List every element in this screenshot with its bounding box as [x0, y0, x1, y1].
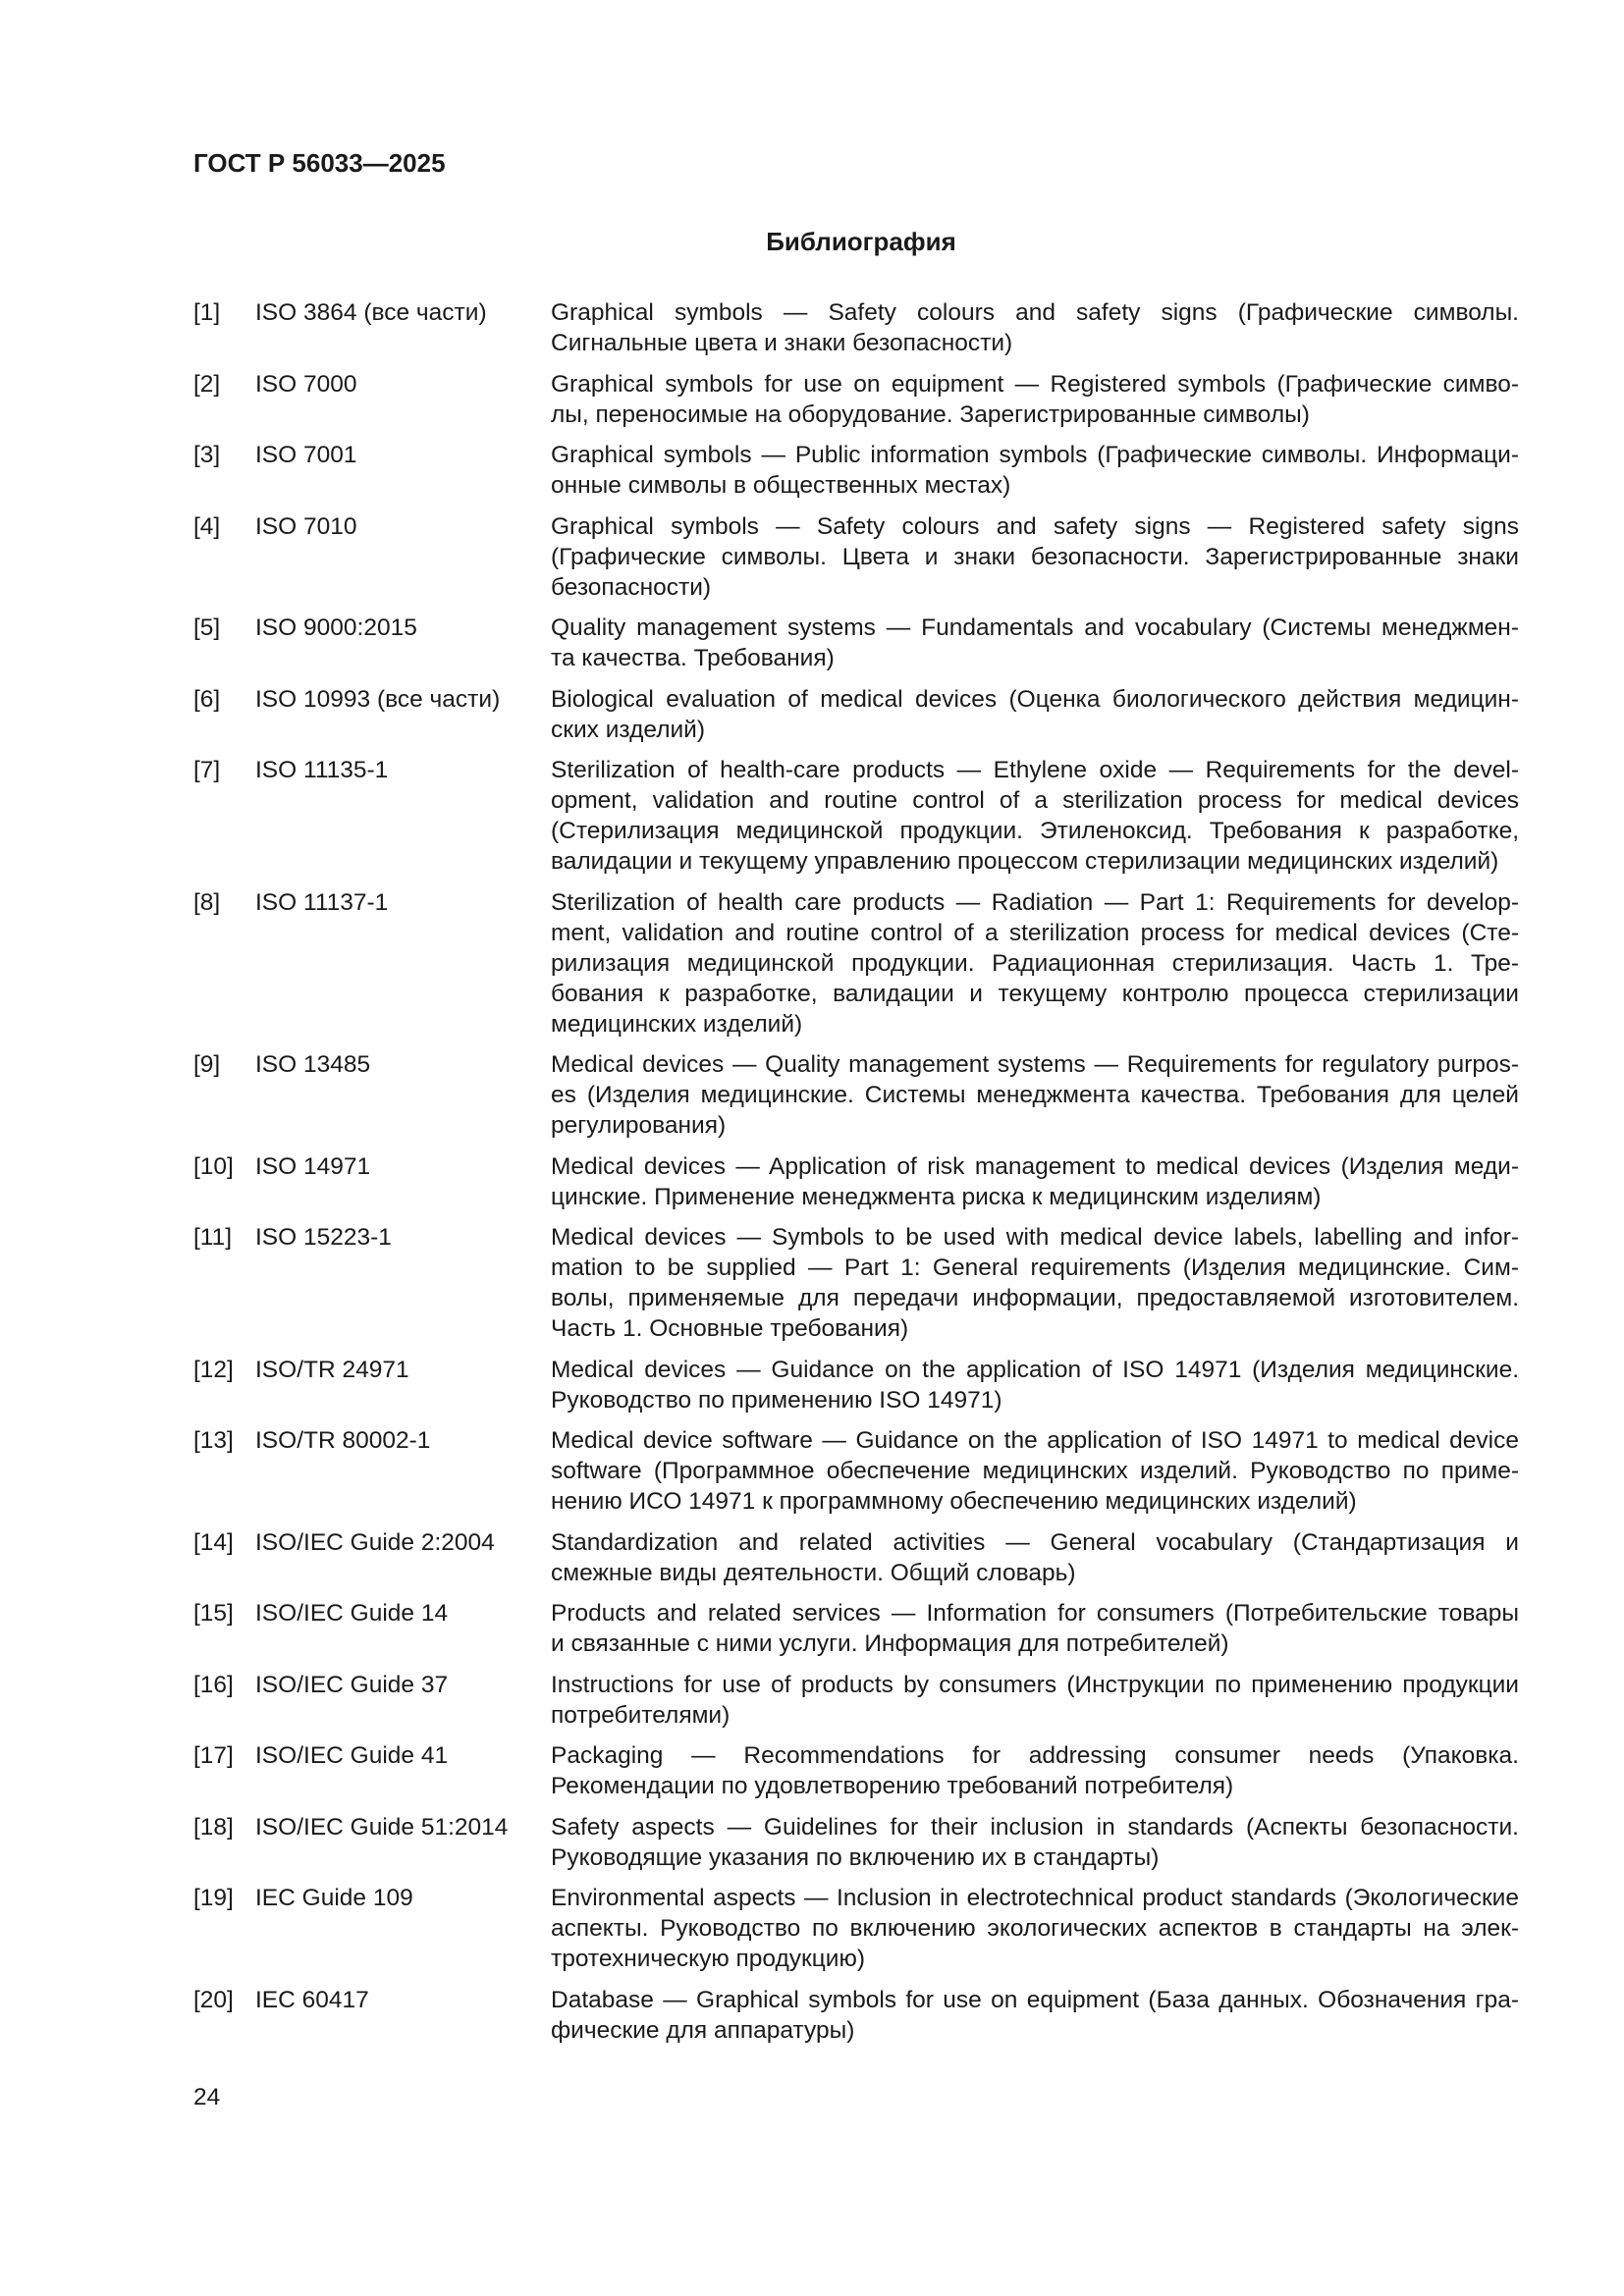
reference-line: ment, validation and routine control of a sterilization process for medical devices (Сте- — [551, 919, 1519, 946]
reference-description — [551, 1049, 1519, 1141]
reference-line: рилизация медицинской продукции. Радиационная стерилизация. Часть 1. Тре- — [551, 949, 1519, 977]
reference-description — [551, 887, 1519, 1040]
reference-number: [6] — [193, 685, 221, 713]
reference-item — [193, 1049, 1519, 1141]
reference-code: ISO 11137-1 — [255, 888, 389, 916]
reference-item — [193, 755, 1519, 877]
reference-number: [10] — [193, 1152, 234, 1180]
reference-line: потребителями) — [551, 1701, 731, 1729]
reference-item — [193, 1527, 1519, 1588]
reference-line: аспекты. Руководство по включению экологических аспектов в стандарты на элек- — [551, 1915, 1519, 1942]
reference-item — [193, 1598, 1519, 1659]
reference-line: валидации и текущему управлению процессом стерилизации медицинских изделий) — [551, 848, 1499, 875]
reference-description — [551, 755, 1519, 877]
reference-line: онные символы в общественных местах) — [551, 472, 1011, 499]
reference-item — [193, 440, 1519, 501]
reference-item — [193, 511, 1519, 603]
reference-line: Graphical symbols — Public information symbols (Графические символы. Информаци- — [551, 442, 1519, 468]
reference-line: тротехническую продукцию) — [551, 1946, 865, 1972]
reference-item — [193, 1985, 1519, 2046]
reference-line: безопасности) — [551, 573, 712, 601]
reference-number: [8] — [193, 888, 221, 916]
reference-number: [11] — [193, 1224, 233, 1251]
reference-description — [551, 1670, 1519, 1731]
reference-line: бования к разработке, валидации и текущему контролю процесса стерилизации — [551, 980, 1519, 1007]
reference-line: Graphical symbols for use on equipment — Registered symbols (Графические симво- — [551, 370, 1519, 398]
reference-line: та качества. Требования) — [551, 645, 835, 671]
bibliography-list — [193, 297, 1519, 2056]
reference-code: ISO 13485 — [255, 1051, 371, 1078]
reference-description — [551, 613, 1519, 673]
reference-line: Packaging — Recommendations for addressing consumer needs (Упаковка. — [551, 1742, 1519, 1769]
reference-item — [193, 297, 1519, 358]
reference-item — [193, 1812, 1519, 1873]
reference-number: [9] — [193, 1051, 221, 1078]
reference-line: Environmental aspects — Inclusion in electrotechnical product standards (Экологические — [551, 1885, 1519, 1911]
reference-item — [193, 369, 1519, 430]
reference-description — [551, 1812, 1519, 1873]
reference-number: [18] — [193, 1813, 234, 1841]
reference-line: mation to be supplied — Part 1: General requirements (Изделия медицинские. Сим- — [551, 1255, 1519, 1281]
reference-line: (Графические символы. Цвета и знаки безопасности. Зарегистрированные знаки — [551, 543, 1519, 570]
reference-code: ISO 10993 (все части) — [255, 685, 501, 713]
reference-description — [551, 1151, 1519, 1212]
reference-number: [3] — [193, 442, 221, 468]
reference-code: IEC 60417 — [255, 1986, 369, 2013]
reference-line: Instructions for use of products by consumers (Инструкции по применению продукции — [551, 1671, 1519, 1698]
reference-code: ISO 7010 — [255, 512, 357, 540]
reference-line: Рекомендации по удовлетворению требований потребителя) — [551, 1773, 1234, 1799]
reference-number: [19] — [193, 1885, 234, 1911]
reference-line: opment, validation and routine control of a sterilization process for medical devices — [551, 787, 1519, 814]
reference-line: Medical devices — Application of risk management to medical devices (Изделия меди- — [551, 1152, 1519, 1180]
reference-line: и связанные с ними услуги. Информация для потребителей) — [551, 1630, 1229, 1657]
reference-line: es (Изделия медицинские. Системы менеджмента качества. Требования для целей — [551, 1082, 1519, 1108]
reference-number: [14] — [193, 1528, 234, 1556]
reference-code: ISO/IEC Guide 14 — [255, 1600, 449, 1627]
reference-description — [551, 1883, 1519, 1974]
reference-description — [551, 1598, 1519, 1659]
reference-line: медицинских изделий) — [551, 1010, 803, 1038]
reference-item — [193, 684, 1519, 745]
reference-line: software (Программное обеспечение медицинских изделий. Руководство по приме- — [551, 1458, 1519, 1484]
reference-line: Graphical symbols — Safety colours and safety signs — Registered safety signs — [551, 512, 1519, 540]
reference-line: Medical device software — Guidance on the application of ISO 14971 to medical device — [551, 1427, 1519, 1454]
reference-number: [16] — [193, 1671, 234, 1698]
reference-item — [193, 1883, 1519, 1974]
reference-line: цинские. Применение менеджмента риска к медицинским изделиям) — [551, 1183, 1322, 1210]
reference-item — [193, 1151, 1519, 1212]
reference-line: Часть 1. Основные требования) — [551, 1315, 909, 1342]
reference-description — [551, 1527, 1519, 1588]
reference-code: ISO/IEC Guide 2:2004 — [255, 1528, 495, 1556]
reference-item — [193, 613, 1519, 673]
reference-code: ISO 15223-1 — [255, 1224, 392, 1251]
reference-line: нению ИСО 14971 к программному обеспечению медицинских изделий) — [551, 1488, 1357, 1515]
reference-code: IEC Guide 109 — [255, 1885, 413, 1911]
reference-item — [193, 1355, 1519, 1415]
reference-item — [193, 1425, 1519, 1517]
reference-item — [193, 1670, 1519, 1731]
reference-number: [12] — [193, 1356, 234, 1383]
reference-description — [551, 1985, 1519, 2046]
reference-code: ISO 9000:2015 — [255, 614, 417, 641]
reference-code: ISO 7000 — [255, 370, 357, 398]
reference-line: Biological evaluation of medical devices (Оценка биологического действия медицин- — [551, 685, 1519, 713]
reference-line: ских изделий) — [551, 716, 706, 743]
reference-number: [15] — [193, 1600, 234, 1627]
reference-line: Сигнальные цвета и знаки безопасности) — [551, 330, 1013, 356]
reference-number: [5] — [193, 614, 221, 641]
reference-item — [193, 1222, 1519, 1344]
reference-description — [551, 1222, 1519, 1344]
reference-line: Standardization and related activities — General vocabulary (Стандартизация и — [551, 1528, 1519, 1556]
reference-number: [20] — [193, 1986, 234, 2013]
reference-line: Sterilization of health care products — Radiation — Part 1: Requirements for develop- — [551, 888, 1519, 916]
reference-line: Medical devices — Guidance on the application of ISO 14971 (Изделия медицинские. — [551, 1356, 1519, 1383]
reference-line: Medical devices — Symbols to be used with medical device labels, labelling and infor- — [551, 1224, 1519, 1251]
page-number: 24 — [193, 2084, 221, 2110]
reference-code: ISO/IEC Guide 41 — [255, 1742, 449, 1769]
reference-code: ISO/TR 80002-1 — [255, 1427, 431, 1454]
reference-line: регулирования) — [551, 1112, 727, 1139]
reference-line: Quality management systems — Fundamentals and vocabulary (Системы менеджмен- — [551, 614, 1519, 641]
reference-number: [13] — [193, 1427, 234, 1454]
reference-code: ISO 11135-1 — [255, 757, 389, 783]
reference-number: [2] — [193, 370, 221, 398]
reference-line: Graphical symbols — Safety colours and safety signs (Графические символы. — [551, 299, 1519, 326]
reference-description — [551, 1740, 1519, 1801]
reference-line: Products and related services — Information for consumers (Потребительские товары — [551, 1600, 1519, 1627]
reference-number: [4] — [193, 512, 221, 540]
reference-line: Sterilization of health-care products — Ethylene oxide — Requirements for the devel- — [551, 757, 1519, 783]
reference-description — [551, 297, 1519, 358]
page-title: Библиография — [766, 227, 956, 256]
reference-line: лы, переносимые на оборудование. Зарегистрированные символы) — [551, 400, 1310, 428]
document-header: ГОСТ Р 56033—2025 — [193, 148, 446, 178]
reference-line: Руководящие указания по включению их в стандарты) — [551, 1843, 1160, 1871]
reference-description — [551, 511, 1519, 603]
reference-code: ISO/TR 24971 — [255, 1356, 409, 1383]
reference-item — [193, 887, 1519, 1040]
reference-line: Руководство по применению ISO 14971) — [551, 1386, 1002, 1414]
reference-number: [17] — [193, 1742, 234, 1769]
reference-code: ISO/IEC Guide 51:2014 — [255, 1813, 509, 1841]
reference-code: ISO 3864 (все части) — [255, 299, 487, 326]
reference-line: волы, применяемые для передачи информации, предоставляемой изготовителем. — [551, 1285, 1519, 1311]
reference-number: [7] — [193, 757, 221, 783]
reference-line: фические для аппаратуры) — [551, 2016, 855, 2044]
reference-number: [1] — [193, 299, 221, 326]
reference-line: Database — Graphical symbols for use on equipment (База данных. Обозначения гра- — [551, 1986, 1519, 2013]
reference-description — [551, 1425, 1519, 1517]
reference-code: ISO 7001 — [255, 442, 357, 468]
reference-line: (Стерилизация медицинской продукции. Этиленоксид. Требования к разработке, — [551, 818, 1519, 844]
reference-line: Safety aspects — Guidelines for their inclusion in standards (Аспекты безопасности. — [551, 1813, 1519, 1841]
reference-code: ISO/IEC Guide 37 — [255, 1671, 449, 1698]
reference-description — [551, 1355, 1519, 1415]
reference-line: Medical devices — Quality management systems — Requirements for regulatory purpos- — [551, 1051, 1519, 1078]
reference-line: смежные виды деятельности. Общий словарь) — [551, 1559, 1076, 1586]
reference-description — [551, 369, 1519, 430]
reference-description — [551, 440, 1519, 501]
reference-code: ISO 14971 — [255, 1152, 371, 1180]
reference-item — [193, 1740, 1519, 1801]
reference-description — [551, 684, 1519, 745]
